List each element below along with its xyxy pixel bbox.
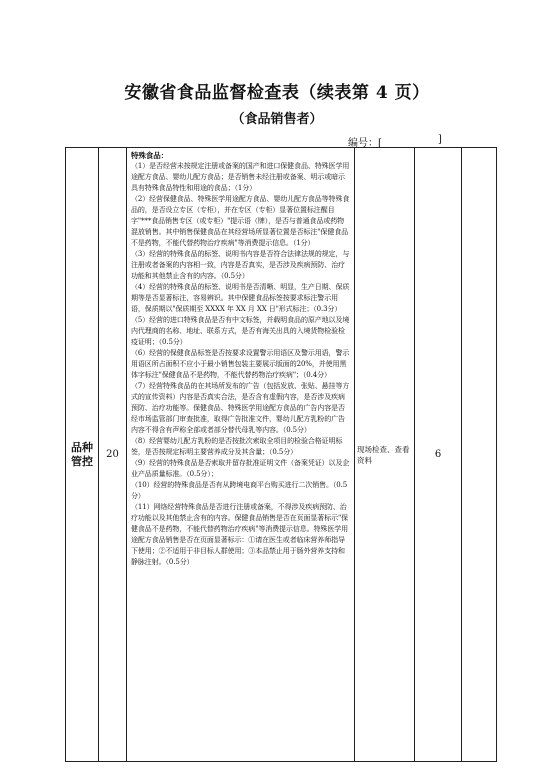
check-item: （7）经营特殊食品的在其场所发布的广告（包括发放、张贴、悬挂等方式的宣传资料）内容是否真实合法，是否含有虚假内容，是否涉及疾病预防、治疗功能等。保健食品、特殊医学用途配方食品的广告内容是否经市场监管部门审查批准，取得广告批准文件，婴幼儿配方乳粉的广告内容不得含有声称全部或者部分替代母乳等内容。（0.5分）	[131, 382, 350, 434]
check-item: （1）是否经营未按规定注册或备案的国产和进口保健食品、特殊医学用途配方食品、婴幼儿配方食品；是否销售未经注册或备案、明示或暗示具有特殊食品特性和用途的食品；（1分）	[131, 162, 350, 192]
method-cell: 现场检查、查看资料	[355, 148, 415, 762]
table-row	[66, 148, 497, 762]
inspection-table	[65, 147, 497, 762]
score-cell: 20	[99, 148, 127, 762]
content-heading: 特殊食品：	[131, 151, 168, 160]
category-cell: 品种管控	[66, 148, 99, 762]
check-content-cell	[127, 148, 355, 762]
check-item: （5）经营的进口特殊食品是否有中文标签，并载明食品的原产地以及境内代理商的名称、地址、联系方式，是否有海关出具的入境货物检验检疫证明；（0.5分）	[131, 316, 350, 346]
check-item: （4）经营的特殊食品的标签、说明书是否清晰、明显，生产日期、保质期等是否显著标注，容易辨识。其中保健食品标签按要求标注警示用语，保质期以"保质期至 XXXX 年 XX 月 XX 日"形式标注；（0.3分）	[131, 283, 350, 313]
check-item: （2）经营保健食品、特殊医学用途配方食品、婴幼儿配方食品等特殊食品的，是否设立专区（专柜），并在专区（专柜）显著位置标注醒目字"***食品销售专区（或专柜）"提示语（牌），是否与普通食品或药物混放销售。其中销售保健食品在其经营场所显著位置是否标注"保健食品不是药物，不能代替药物治疗疾病"等消费提示信息。（1分）	[131, 195, 350, 247]
remark-cell	[462, 148, 497, 762]
serial-label: 编号：[	[348, 138, 382, 149]
check-item: （8）经营婴幼儿配方乳粉的是否按批次索取全项目的检验合格证明标签，是否按规定标明主要营养成分及其含量；（0.5分）	[131, 437, 343, 456]
check-item: （3）经营的特殊食品的标签、说明书内容是否符合法律法规的规定，与注册或者备案的内容相一致，内容是否真实，是否涉及疾病预防、治疗功能和其他禁止含有的内容。（0.5分）	[131, 250, 350, 280]
page-subtitle: （食品销售者）	[231, 112, 323, 127]
check-item: （11）网络经营特殊食品是否进行注册或备案，不得涉及疾病预防、治疗功能以及其他禁止含有的内容。保健食品销售是否在页面显著标示"保健食品不是药物，不能代替药物治疗疾病"等消费提示信息。特殊医学用途配方食品销售是否在页面显著标示：①请在医生或者临床营养师指导下使用；②不适用于非目标人群使用；③本品禁止用于肠外营养支持和静脉注射。（0.5分）	[131, 503, 349, 566]
check-item: （9）经营的特殊食品是否索取并留存批准证明文件（备案凭证）以及企业产品质量标准。（0.5分）；	[131, 459, 350, 478]
check-item: （6）经营的保健食品标签是否按要求设置警示用语区及警示用语，警示用语区所占面积不应小于最小销售包装主要展示版面的20%，并使用黑体字标注"保健食品不是药物，不能代替药物治疗疾病"；（0.4分）	[131, 349, 350, 379]
page-title: 安徽省食品监督检查表（续表第 4 页）	[124, 83, 430, 103]
deduction-cell: 6	[415, 148, 462, 762]
serial-close: ]	[438, 134, 442, 145]
check-item: （10）经营的特殊食品是否有从跨境电商平台购买进行二次销售。（0.5分）	[131, 481, 348, 500]
